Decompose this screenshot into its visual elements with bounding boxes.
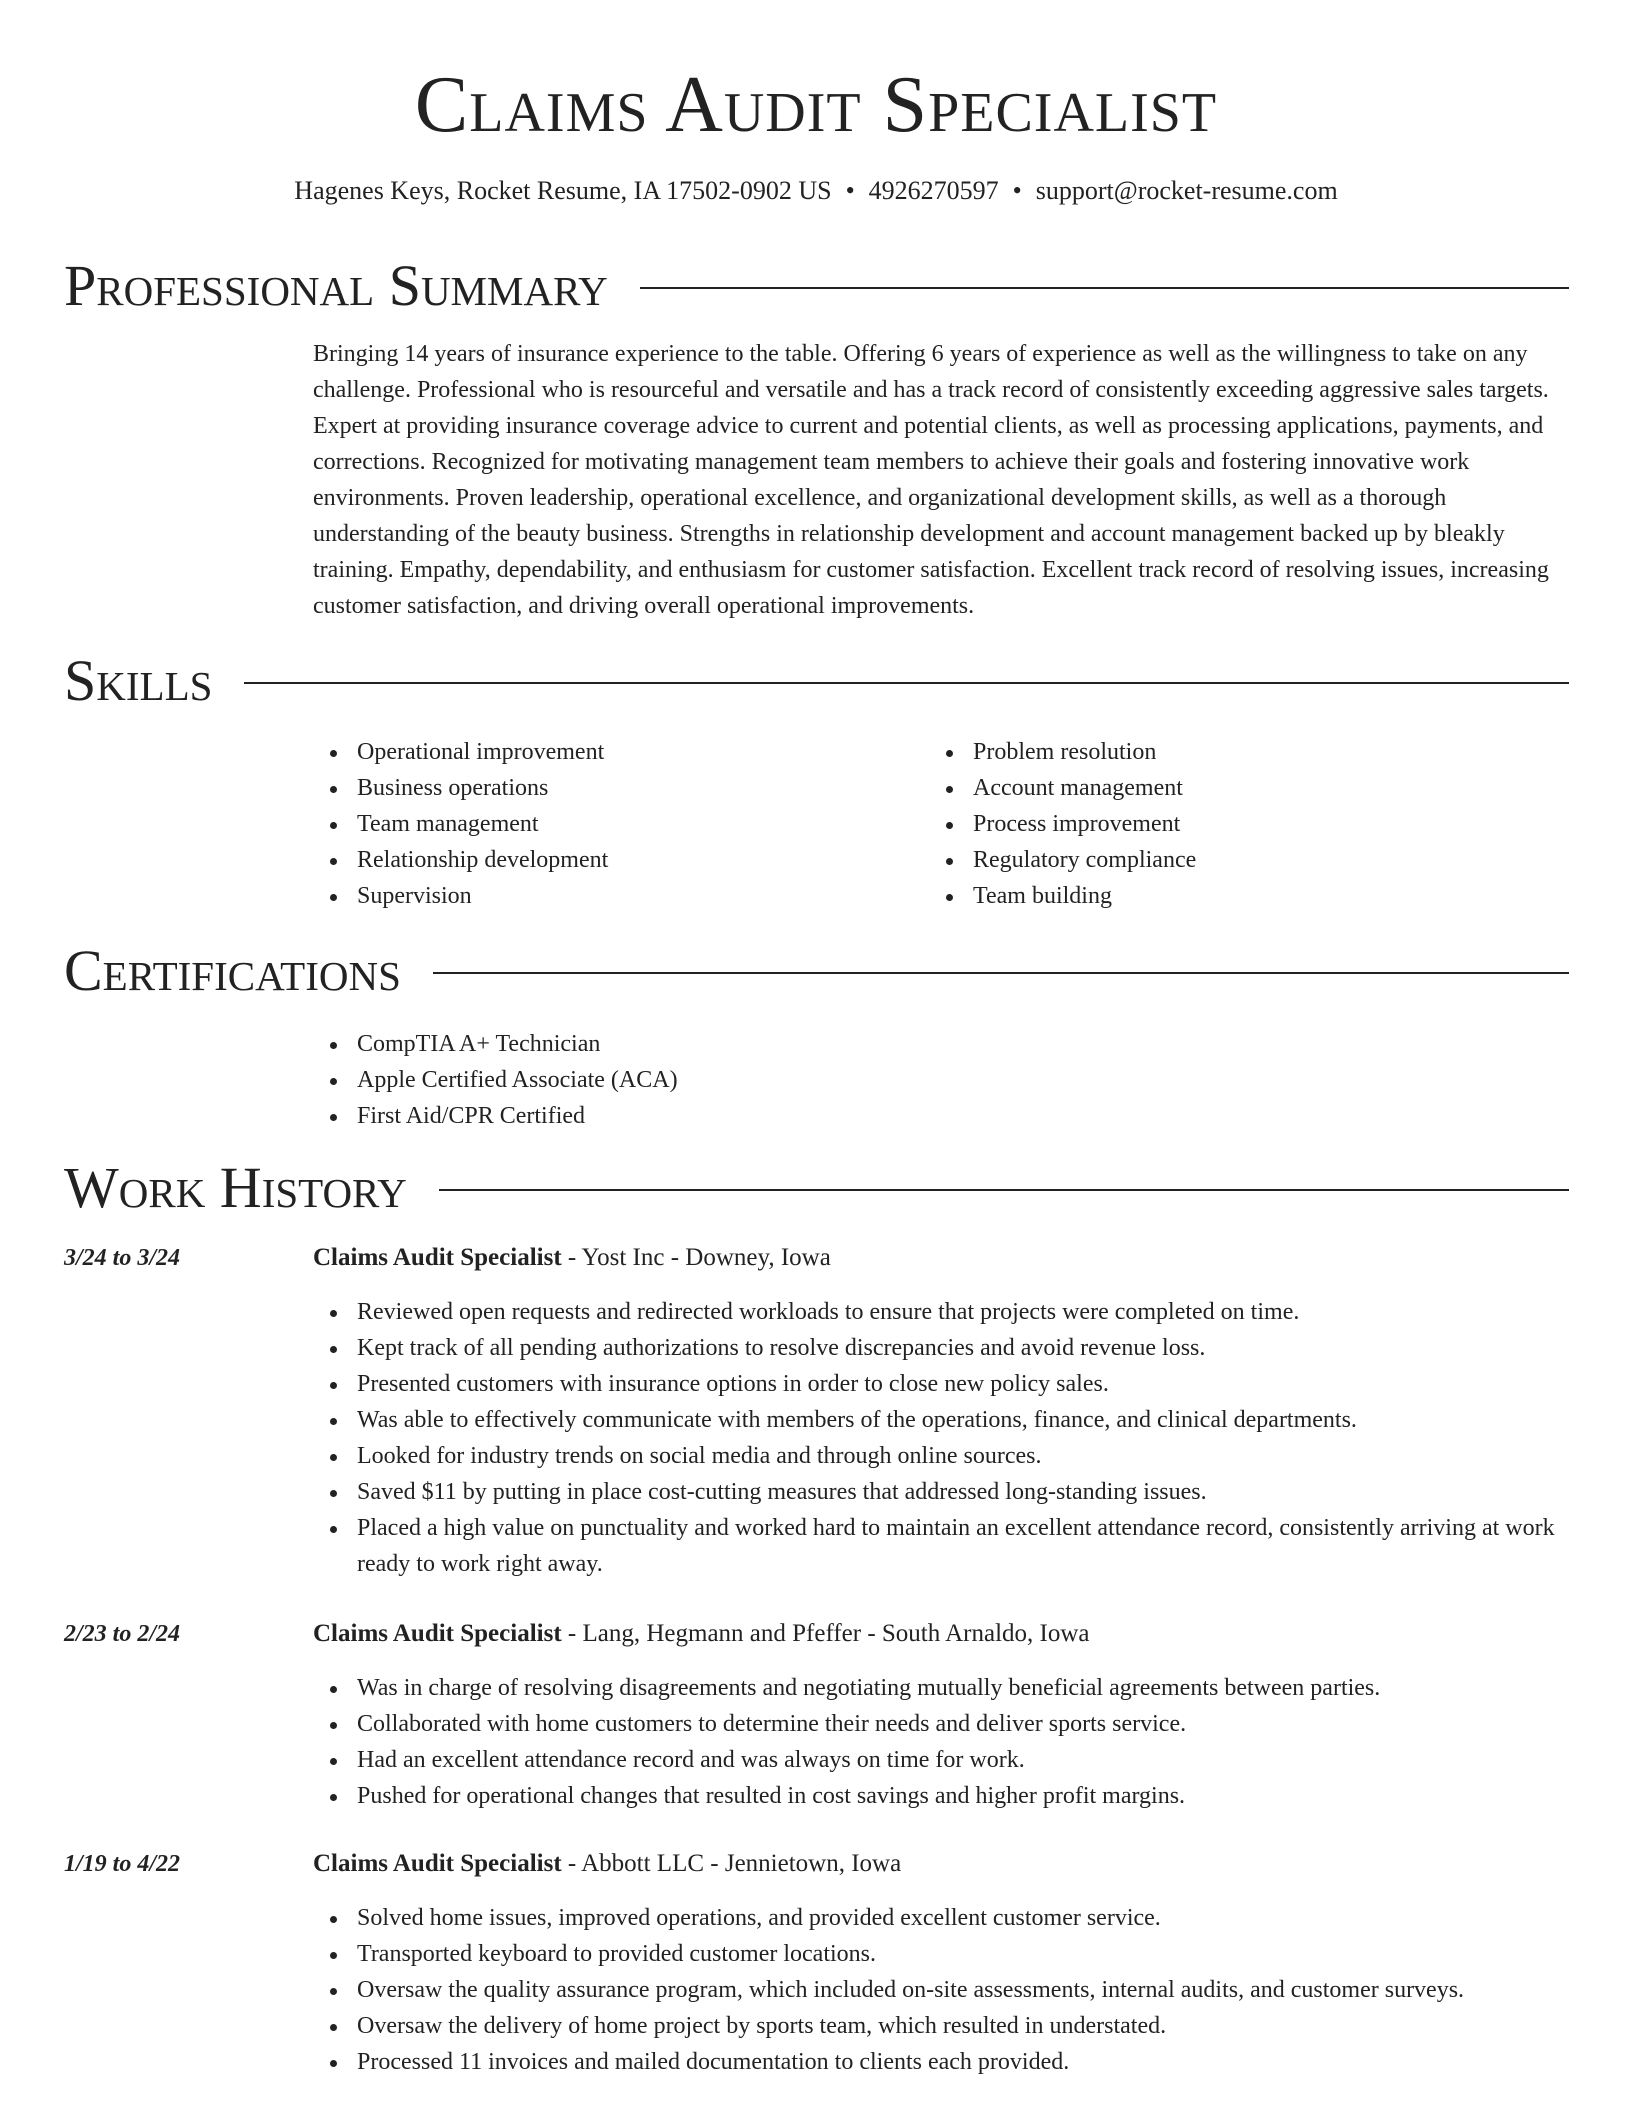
section-header-summary xyxy=(64,254,1569,318)
list-item: Looked for industry trends on social media and through online sources. xyxy=(313,1438,1568,1474)
list-item: Had an excellent attendance record and was always on time for work. xyxy=(313,1742,1568,1778)
list-item: Oversaw the quality assurance program, which included on-site assessments, internal audits, and customer surveys. xyxy=(313,1972,1568,2008)
job-bullets xyxy=(313,1294,1568,1582)
job-role: Claims Audit Specialist xyxy=(313,1850,562,1877)
job-dates: 2/23 to 2/24 xyxy=(64,1621,181,1647)
list-item: Relationship development xyxy=(313,842,913,878)
section-title: Work History xyxy=(64,1155,407,1220)
list-item: Regulatory compliance xyxy=(929,842,1529,878)
list-item: Pushed for operational changes that resulted in cost savings and higher profit margins. xyxy=(313,1778,1568,1814)
job-company: - Lang, Hegmann and Pfeffer - South Arnaldo, Iowa xyxy=(561,1620,1090,1647)
skills-list-left xyxy=(313,734,913,914)
list-item: Was able to effectively communicate with members of the operations, finance, and clinical departments. xyxy=(313,1402,1568,1438)
skills-list-right xyxy=(929,734,1529,914)
list-item: Kept track of all pending authorizations to resolve discrepancies and avoid revenue loss. xyxy=(313,1330,1568,1366)
contact-separator: • xyxy=(1012,176,1022,205)
list-item: Team building xyxy=(929,878,1529,914)
list-item: Reviewed open requests and redirected workloads to ensure that projects were completed on time. xyxy=(313,1294,1568,1330)
certifications-list xyxy=(313,1026,1213,1134)
list-item: Transported keyboard to provided customer locations. xyxy=(313,1936,1568,1972)
section-title: Skills xyxy=(64,648,213,713)
job-dates: 3/24 to 3/24 xyxy=(64,1245,181,1271)
contact-email: support@rocket-resume.com xyxy=(1035,176,1338,205)
list-item: Saved $11 by putting in place cost-cutting measures that addressed long-standing issues. xyxy=(313,1474,1568,1510)
job-bullets xyxy=(313,1900,1568,2080)
list-item: Problem resolution xyxy=(929,734,1529,770)
job-role: Claims Audit Specialist xyxy=(313,1620,562,1647)
contact-phone: 4926270597 xyxy=(868,176,999,205)
job-title-line xyxy=(313,1846,901,1882)
list-item: Apple Certified Associate (ACA) xyxy=(313,1062,1213,1098)
contact-line xyxy=(0,174,1632,208)
job-company: - Yost Inc - Downey, Iowa xyxy=(561,1244,831,1271)
section-title: Certifications xyxy=(64,938,401,1003)
list-item: First Aid/CPR Certified xyxy=(313,1098,1213,1134)
list-item: Supervision xyxy=(313,878,913,914)
section-divider xyxy=(439,1189,1569,1191)
section-divider xyxy=(640,287,1569,289)
job-title-line xyxy=(313,1616,1090,1652)
section-header-skills xyxy=(64,649,1569,713)
section-divider xyxy=(433,972,1569,974)
contact-address: Hagenes Keys, Rocket Resume, IA 17502-0902 US xyxy=(294,176,832,205)
section-title: Professional Summary xyxy=(64,253,608,318)
job-company: - Abbott LLC - Jennietown, Iowa xyxy=(561,1850,902,1877)
list-item: Process improvement xyxy=(929,806,1529,842)
list-item: Presented customers with insurance options in order to close new policy sales. xyxy=(313,1366,1568,1402)
job-title-line xyxy=(313,1240,831,1276)
list-item: Was in charge of resolving disagreements and negotiating mutually beneficial agreements between parties. xyxy=(313,1670,1568,1706)
list-item: Oversaw the delivery of home project by sports team, which resulted in understated. xyxy=(313,2008,1568,2044)
job-role: Claims Audit Specialist xyxy=(313,1244,562,1271)
resume-name-title: Claims Audit Specialist xyxy=(414,61,1218,149)
list-item: Team management xyxy=(313,806,913,842)
list-item: Operational improvement xyxy=(313,734,913,770)
summary-text: Bringing 14 years of insurance experience to the table. Offering 6 years of experience as well as the willingness to take on any challenge. Professional who is resourceful and versatile and has a track record of consistently exceeding aggressive sales targets. Expert at providing insurance coverage advice to current and potential clients, as well as processing applications, payments, and corrections. Recognized for motivating management team members to achieve their goals and fostering innovative work environments. Proven leadership, operational excellence, and organizational development skills, as well as a thorough understanding of the beauty business. Strengths in relationship development and account management backed up by bleakly training. Empathy, dependability, and enthusiasm for customer satisfaction. Excellent track record of resolving issues, increasing customer satisfaction, and driving overall operational improvements. xyxy=(313,341,1549,619)
list-item: Placed a high value on punctuality and worked hard to maintain an excellent attendance record, consistently arriving at work ready to work right away. xyxy=(313,1510,1568,1582)
job-bullets xyxy=(313,1670,1568,1814)
list-item: CompTIA A+ Technician xyxy=(313,1026,1213,1062)
list-item: Processed 11 invoices and mailed documentation to clients each provided. xyxy=(313,2044,1568,2080)
contact-separator: • xyxy=(845,176,855,205)
section-header-work-history xyxy=(64,1156,1569,1220)
section-divider xyxy=(244,682,1569,684)
list-item: Solved home issues, improved operations, and provided excellent customer service. xyxy=(313,1900,1568,1936)
list-item: Account management xyxy=(929,770,1529,806)
list-item: Business operations xyxy=(313,770,913,806)
section-header-certifications xyxy=(64,939,1569,1003)
list-item: Collaborated with home customers to determine their needs and deliver sports service. xyxy=(313,1706,1568,1742)
job-dates: 1/19 to 4/22 xyxy=(64,1851,181,1877)
